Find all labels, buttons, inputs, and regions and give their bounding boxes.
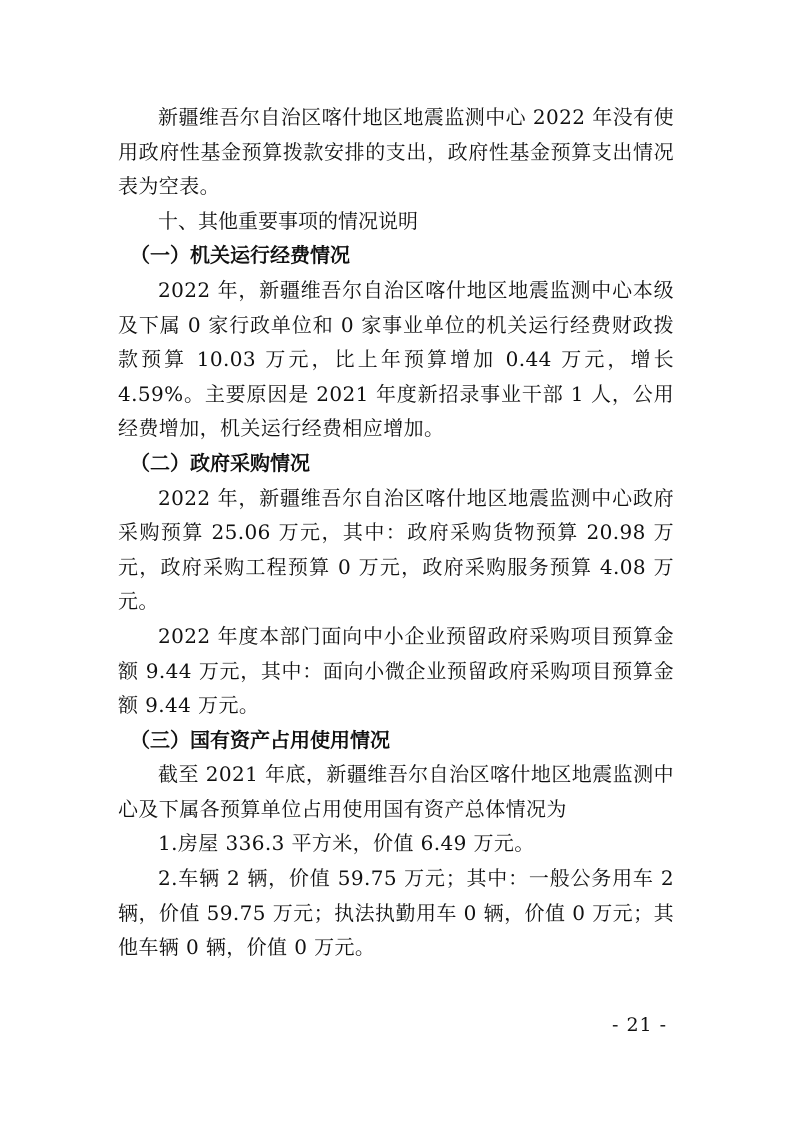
subheading-government-procurement: （二）政府采购情况 (130, 450, 310, 475)
subheading-operating-expenses: （一）机关运行经费情况 (130, 243, 350, 268)
paragraph-assets-housing: 1.房屋 336.3 平方米，价值 6.49 万元。 (158, 831, 535, 856)
subheading-state-assets: （三）国有资产占用使用情况 (130, 727, 390, 752)
page-number: - 21 - (612, 1014, 668, 1036)
document-page (118, 100, 674, 965)
paragraph-fund-budget: 新疆维吾尔自治区喀什地区地震监测中心 2022 年没有使用政府性基金预算拨款安排的支出，政府性基金预算支出情况表为空表。 (118, 105, 674, 199)
section-heading-other-matters: 十、其他重要事项的情况说明 (158, 208, 418, 233)
paragraph-sme-procurement: 2022 年度本部门面向中小企业预留政府采购项目预算金额 9.44 万元，其中：面向小微企业预留政府采购项目预算金额 9.44 万元。 (118, 623, 674, 718)
paragraph-operating-expenses: 2022 年，新疆维吾尔自治区喀什地区地震监测中心本级及下属 0 家行政单位和 0 家事业单位的机关运行经费财政拨款预算 10.03 万元，比上年预算增加 0.44 万元，增长 4.59%。主要原因是 2021 年度新招录事业干部 1 人，公用经费增加，机关运行经费相应增加。 (118, 277, 674, 441)
paragraph-procurement-budget: 2022 年，新疆维吾尔自治区喀什地区地震监测中心政府采购预算 25.06 万元，其中：政府采购货物预算 20.98 万元，政府采购工程预算 0 万元，政府采购服务预算 4.08 万元。 (118, 485, 674, 614)
paragraph-assets-vehicles: 2.车辆 2 辆，价值 59.75 万元；其中：一般公务用车 2 辆，价值 59.75 万元；执法执勤用车 0 辆，价值 0 万元；其他车辆 0 辆，价值 0 万元。 (118, 866, 674, 960)
paragraph-assets-overview: 截至 2021 年底，新疆维吾尔自治区喀什地区地震监测中心及下属各预算单位占用使用国有资产总体情况为 (118, 762, 674, 821)
